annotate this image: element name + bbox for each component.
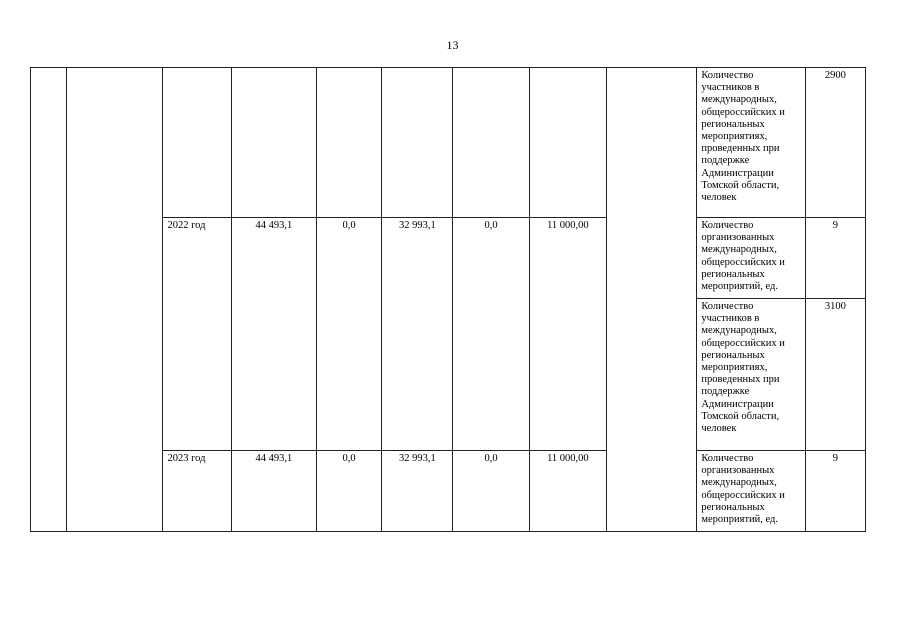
funding-col2: 0,0 bbox=[317, 218, 382, 451]
indicator-value: 3100 bbox=[805, 299, 865, 451]
indicator-name: Количество участников в международных, общероссийских и региональных мероприятиях, проведенных при поддержке Администрации Томской области, человек bbox=[697, 299, 805, 451]
budget-table bbox=[30, 67, 866, 532]
funding-col2: 0,0 bbox=[317, 451, 382, 532]
funding-col5: 11 000,00 bbox=[529, 451, 606, 532]
indicator-name: Количество организованных международных, общероссийских и региональных мероприятий, ед. bbox=[697, 451, 805, 532]
indicator-value: 2900 bbox=[805, 68, 865, 218]
empty-cell-activity bbox=[67, 68, 163, 532]
funding-col3: 32 993,1 bbox=[382, 218, 453, 451]
empty-cell bbox=[529, 68, 606, 218]
empty-cell bbox=[453, 68, 529, 218]
funding-col4: 0,0 bbox=[453, 218, 529, 451]
year-label: 2022 год bbox=[163, 218, 231, 451]
empty-cell bbox=[231, 68, 316, 218]
funding-col3: 32 993,1 bbox=[382, 451, 453, 532]
year-label: 2023 год bbox=[163, 451, 231, 532]
empty-cell bbox=[163, 68, 231, 218]
indicator-name: Количество организованных международных, общероссийских и региональных мероприятий, ед. bbox=[697, 218, 805, 299]
funding-total: 44 493,1 bbox=[231, 451, 316, 532]
indicator-value: 9 bbox=[805, 218, 865, 299]
empty-cell bbox=[317, 68, 382, 218]
table-row bbox=[31, 68, 866, 218]
page-number: 13 bbox=[446, 38, 459, 52]
funding-col5: 11 000,00 bbox=[529, 218, 606, 451]
funding-col4: 0,0 bbox=[453, 451, 529, 532]
empty-cell-executor bbox=[607, 68, 697, 532]
funding-total: 44 493,1 bbox=[231, 218, 316, 451]
indicator-name: Количество участников в международных, общероссийских и региональных мероприятиях, проведенных при поддержке Администрации Томской области, человек bbox=[697, 68, 805, 218]
empty-cell bbox=[382, 68, 453, 218]
empty-cell-number bbox=[31, 68, 67, 532]
indicator-value: 9 bbox=[805, 451, 865, 532]
